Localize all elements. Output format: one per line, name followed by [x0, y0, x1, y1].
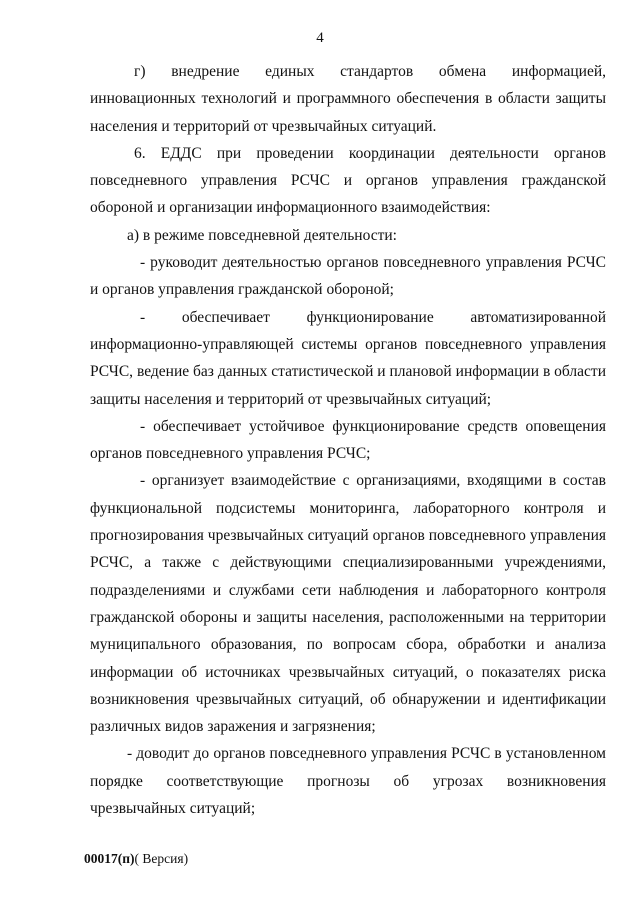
paragraph-section-6: 6. ЕДДС при проведении координации деятельности органов повседневного управления РСЧС и органов управления гражданской обороной и организации информационного взаимодействия:	[90, 144, 606, 217]
list-item-alert-means: - обеспечивает устойчивое функционирование средств оповещения органов повседневного управления РСЧС;	[90, 417, 606, 463]
list-item-interaction: - организует взаимодействие с организациями, входящими в состав функциональной подсистемы мониторинга, лабораторного контроля и прогнозирования чрезвычайных ситуаций органов повседневного управления РСЧС, а также с действующими специализированными учреждениями, подразделениями и службами сети наблюдения и лабораторного контроля гражданской обороны и защиты населения, расположенными на территории муниципального образования, по вопросам сбора, обработки и анализа информации об источниках чрезвычайных ситуаций, о показателях риска возникновения чрезвычайных ситуаций, об обнаружении и идентификации различных видов заражения и загрязнения;	[90, 472, 606, 736]
list-item-manages: - руководит деятельностью органов повседневного управления РСЧС и органов управления гражданской обороной;	[90, 254, 606, 299]
footer-code: 00017(п)	[84, 851, 135, 866]
page-number: 4	[316, 30, 324, 46]
paragraph-daily-mode: а) в режиме повседневной деятельности:	[127, 226, 397, 244]
paragraph-standards: г) внедрение единых стандартов обмена информацией, инновационных технологий и программного обеспечения в области защиты населения и территорий от чрезвычайных ситуаций.	[90, 63, 606, 135]
document-body	[90, 58, 606, 822]
footer-version: ( Версия)	[134, 851, 189, 866]
list-item-forecasts: - доводит до органов повседневного управления РСЧС в установленном порядке соответствующие прогнозы об угрозах возникновения чрезвычайных ситуаций;	[90, 745, 606, 818]
list-item-automated-system: - обеспечивает функционирование автоматизированной информационно-управляющей системы органов повседневного управления РСЧС, ведение баз данных статистической и плановой информации в области защиты населения и территорий от чрезвычайных ситуаций;	[90, 308, 606, 408]
document-footer	[84, 851, 188, 867]
